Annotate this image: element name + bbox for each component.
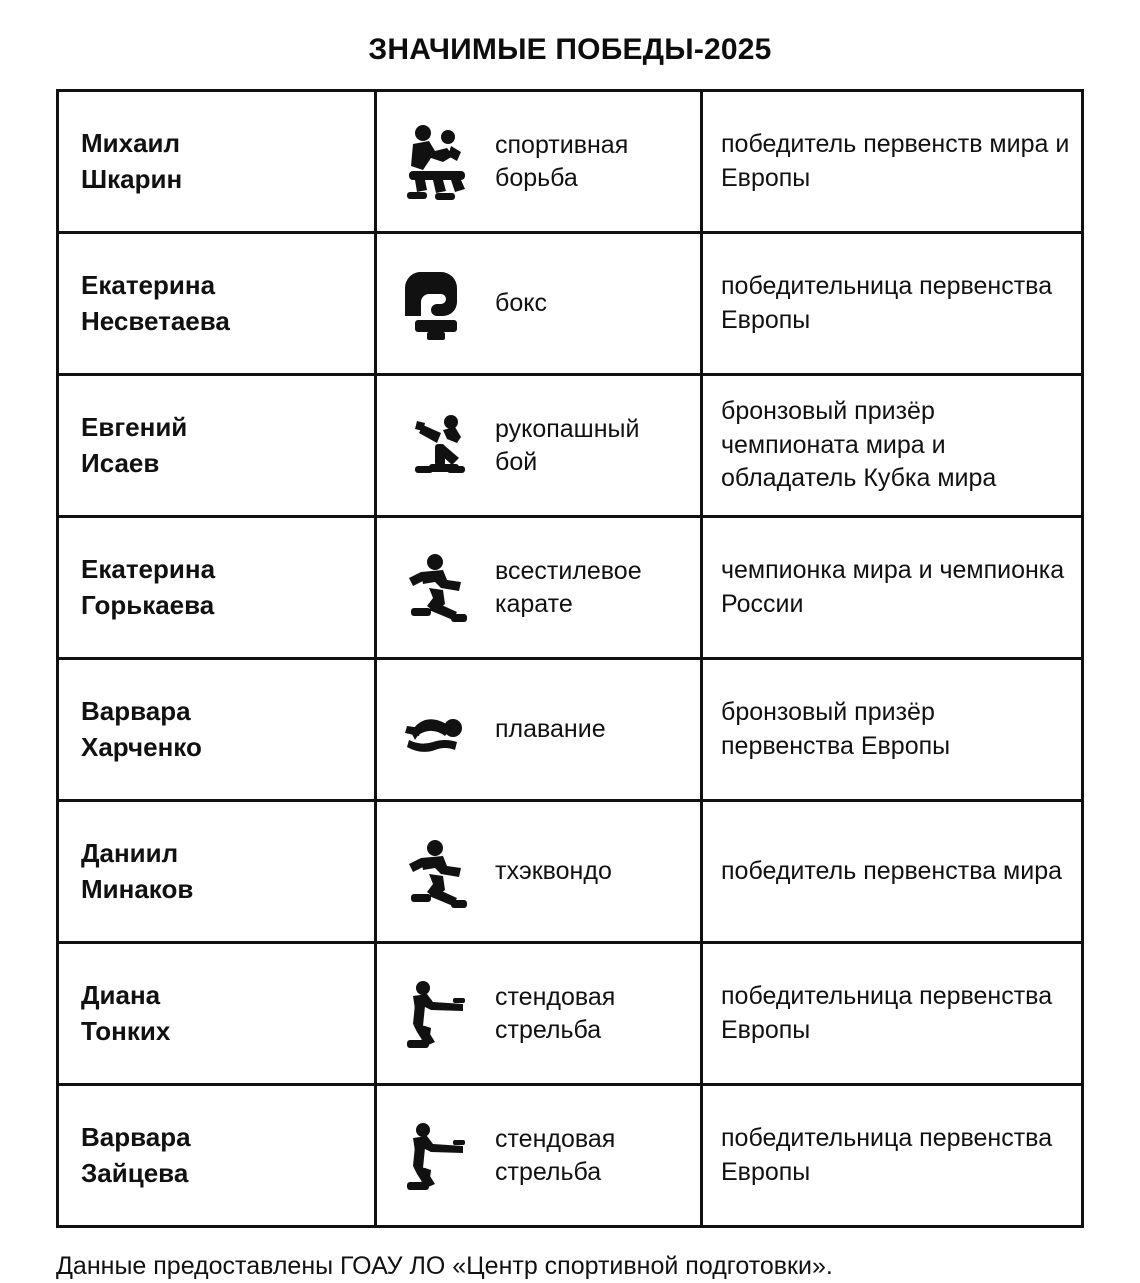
table-row [59,234,1081,376]
athlete-first-name: Екатерина [81,269,216,300]
athlete-last-name: Тонких [81,1015,171,1046]
athlete-last-name: Минаков [81,873,194,904]
athlete-name [59,376,377,515]
taekwondo-icon [391,826,483,918]
shooting-icon [391,1110,483,1202]
athlete-name [59,944,377,1083]
athlete-name [59,92,377,231]
sport-label: бокс [495,289,547,318]
athlete-last-name: Несветаева [81,305,230,336]
sport-label: тхэквондо [495,857,612,886]
athlete-first-name: Варвара [81,695,191,726]
athlete-first-name: Евгений [81,411,188,442]
table-row [59,944,1081,1086]
athlete-name [59,1086,377,1225]
result-text: победитель первенств мира и Европы [721,129,1070,192]
boxing-glove-icon [391,258,483,350]
achievements-table [56,89,1084,1228]
table-row [59,518,1081,660]
sport-label: плавание [495,715,606,744]
swimming-icon [391,684,483,776]
result-text: бронзовый призёр чемпионата мира и обладатель Кубка мира [721,396,997,493]
table-row [59,92,1081,234]
athlete-name [59,234,377,373]
sport-cell [377,660,703,799]
sport-label: рукопашный бой [495,415,640,476]
sport-label: всестилевое карате [495,557,642,618]
athlete-first-name: Варвара [81,1121,191,1152]
athlete-name [59,660,377,799]
athlete-last-name: Шкарин [81,163,183,194]
athlete-last-name: Горькаева [81,589,215,620]
table-row [59,1086,1081,1225]
athlete-last-name: Зайцева [81,1157,189,1188]
athlete-first-name: Екатерина [81,553,216,584]
sport-label: спортивная борьба [495,131,629,192]
sport-label: стендовая стрельба [495,1125,616,1186]
athlete-last-name: Харченко [81,731,202,762]
sport-cell [377,92,703,231]
sport-cell [377,376,703,515]
wrestling-icon [391,116,483,208]
source-note: Данные предоставлены ГОАУ ЛО «Центр спортивной подготовки». [56,1252,833,1280]
sport-cell [377,802,703,941]
table-row [59,802,1081,944]
sport-label: стендовая стрельба [495,983,616,1044]
sport-cell [377,1086,703,1225]
shooting-icon [391,968,483,1060]
result-text: победительница первенства Европы [721,1123,1053,1186]
table-row [59,660,1081,802]
karate-icon [391,542,483,634]
table-row [59,376,1081,518]
result-text: победительница первенства Европы [721,981,1053,1044]
sport-cell [377,234,703,373]
athlete-last-name: Исаев [81,447,160,478]
result-text: победительница первенства Европы [721,271,1053,334]
page-title: ЗНАЧИМЫЕ ПОБЕДЫ-2025 [368,33,772,66]
sport-cell [377,518,703,657]
athlete-first-name: Диана [81,979,161,1010]
athlete-first-name: Михаил [81,127,181,158]
athlete-name [59,802,377,941]
result-text: бронзовый призёр первенства Европы [721,697,951,760]
athlete-first-name: Даниил [81,837,179,868]
sport-cell [377,944,703,1083]
athlete-name [59,518,377,657]
hand-to-hand-combat-icon [391,400,483,492]
result-text: победитель первенства мира [721,856,1063,885]
result-text: чемпионка мира и чемпионка России [721,555,1065,618]
